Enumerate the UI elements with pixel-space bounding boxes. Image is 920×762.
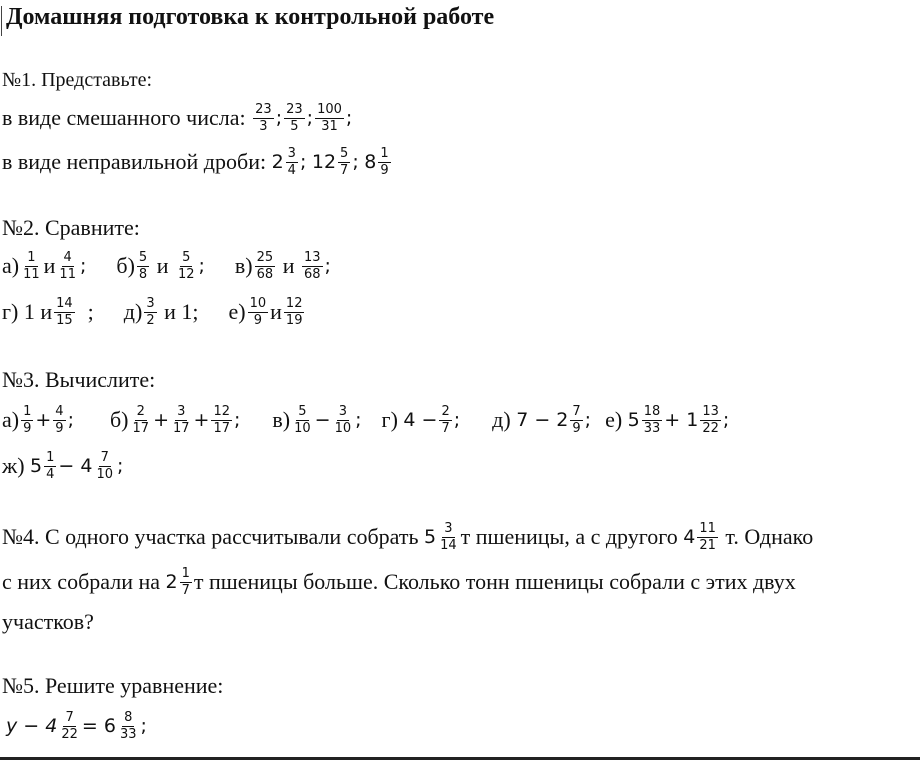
- fraction: $\frac{2}{17}$: [132, 403, 150, 436]
- task4-line2: с них собрали на 2 $\frac{1}{7}$ т пшеницы больше. Сколько тонн пшеницы собрали с этих двух: [2, 565, 796, 598]
- fraction: $\frac{1}{9}$: [23, 403, 32, 436]
- fraction: $\frac{3}{2}$: [146, 295, 155, 328]
- fraction: $\frac{10}{9}$: [249, 295, 267, 328]
- fraction: $\frac{18}{33}$: [643, 403, 661, 436]
- fraction: $\frac{5}{7}$: [340, 145, 349, 178]
- fraction: $\frac{5}{10}$: [294, 403, 311, 436]
- fraction: $\frac{5}{8}$: [138, 249, 148, 282]
- fraction: $\frac{7}{10}$: [96, 449, 114, 482]
- fraction: $\frac{1}{7}$: [181, 565, 190, 598]
- fraction: $\frac{7}{22}$: [61, 709, 78, 742]
- fraction: $\frac{12}{19}$: [285, 295, 303, 328]
- fraction: $\frac{3}{14}$: [440, 520, 457, 553]
- fraction: $\frac{8}{33}$: [119, 709, 137, 742]
- bottom-border: [0, 757, 920, 760]
- fraction: $\frac{1}{4}$: [46, 449, 55, 482]
- task5-equation: y − 4 $\frac{7}{22}$ = 6 $\frac{8}{33}$ ;: [6, 709, 147, 742]
- fraction: $\frac{3}{17}$: [172, 403, 190, 436]
- task1-line2: в виде неправильной дроби: 2 $\frac{3}{4}$ ; 12 $\frac{5}{7}$ ; 8 $\frac{1}{9}$: [2, 145, 389, 178]
- text-cursor: [1, 6, 2, 36]
- fraction: $\frac{4}{11}$: [59, 249, 76, 282]
- task4-line3: участков?: [2, 609, 94, 634]
- fraction: $\frac{14}{15}$: [56, 295, 73, 328]
- fraction: $\frac{7}{9}$: [572, 403, 581, 436]
- task4-line1: №4. С одного участка рассчитывали собрать 5 $\frac{3}{14}$ т пшеницы, а с другого 4 $\frac{11}{21}$ т. Однако: [2, 520, 814, 553]
- fraction: $\frac{2}{7}$: [441, 403, 450, 436]
- fraction: $\frac{23}{3}$: [255, 101, 272, 134]
- fraction: $\frac{11}{21}$: [699, 520, 716, 553]
- task1-heading: №1. Представьте:: [2, 68, 153, 91]
- fraction: $\frac{23}{5}$: [286, 101, 303, 134]
- task2-heading: №2. Сравните:: [2, 215, 140, 240]
- task3-line2: ж) 5 $\frac{1}{4}$ − 4 $\frac{7}{10}$ ;: [2, 449, 124, 482]
- fraction: $\frac{13}{22}$: [702, 403, 719, 436]
- task5-heading: №5. Решите уравнение:: [2, 673, 224, 698]
- fraction: $\frac{3}{10}$: [334, 403, 352, 436]
- task2-line1: а) $\frac{1}{11}$ и $\frac{4}{11}$ ; б) $\frac{5}{8}$ и $\frac{5}{12}$ ; в) $\frac{25}{68}$ и $\frac{13}{68}$ ;: [2, 249, 331, 282]
- page-title: Домашняя подготовка к контрольной работе: [6, 4, 495, 30]
- fraction: $\frac{25}{68}$: [256, 249, 274, 282]
- task3-line1: а) $\frac{1}{9}$ + $\frac{4}{9}$ ; б) $\frac{2}{17}$ + $\frac{3}{17}$ + $\frac{12}{17}$ ; в) $\frac{5}{10}$ − $\frac{3}{10}$ ; г) 4 − $\frac{2}{7}$ ; д) 7 − 2 $\frac{7}{9}$ ; е) 5 $\frac{18}{33}$ + 1 $\frac{13}{22}$ ;: [2, 403, 730, 436]
- task2-line2: г) 1 и $\frac{14}{15}$ ; д) $\frac{3}{2}$ и 1; е) $\frac{10}{9}$ и $\frac{12}{19}$: [2, 295, 303, 328]
- fraction: $\frac{1}{11}$: [23, 249, 40, 282]
- task3-heading: №3. Вычислите:: [2, 367, 156, 392]
- fraction: $\frac{4}{9}$: [55, 403, 64, 436]
- fraction: $\frac{12}{17}$: [213, 403, 230, 436]
- fraction: $\frac{3}{4}$: [287, 145, 296, 178]
- fraction: $\frac{100}{31}$: [317, 101, 342, 134]
- task1-line1: в виде смешанного числа: $\frac{23}{3}$ ; $\frac{23}{5}$ ; $\frac{100}{31}$ ;: [2, 101, 353, 134]
- fraction: $\frac{13}{68}$: [303, 249, 321, 282]
- fraction: $\frac{5}{12}$: [177, 249, 195, 282]
- fraction: $\frac{1}{9}$: [380, 145, 389, 178]
